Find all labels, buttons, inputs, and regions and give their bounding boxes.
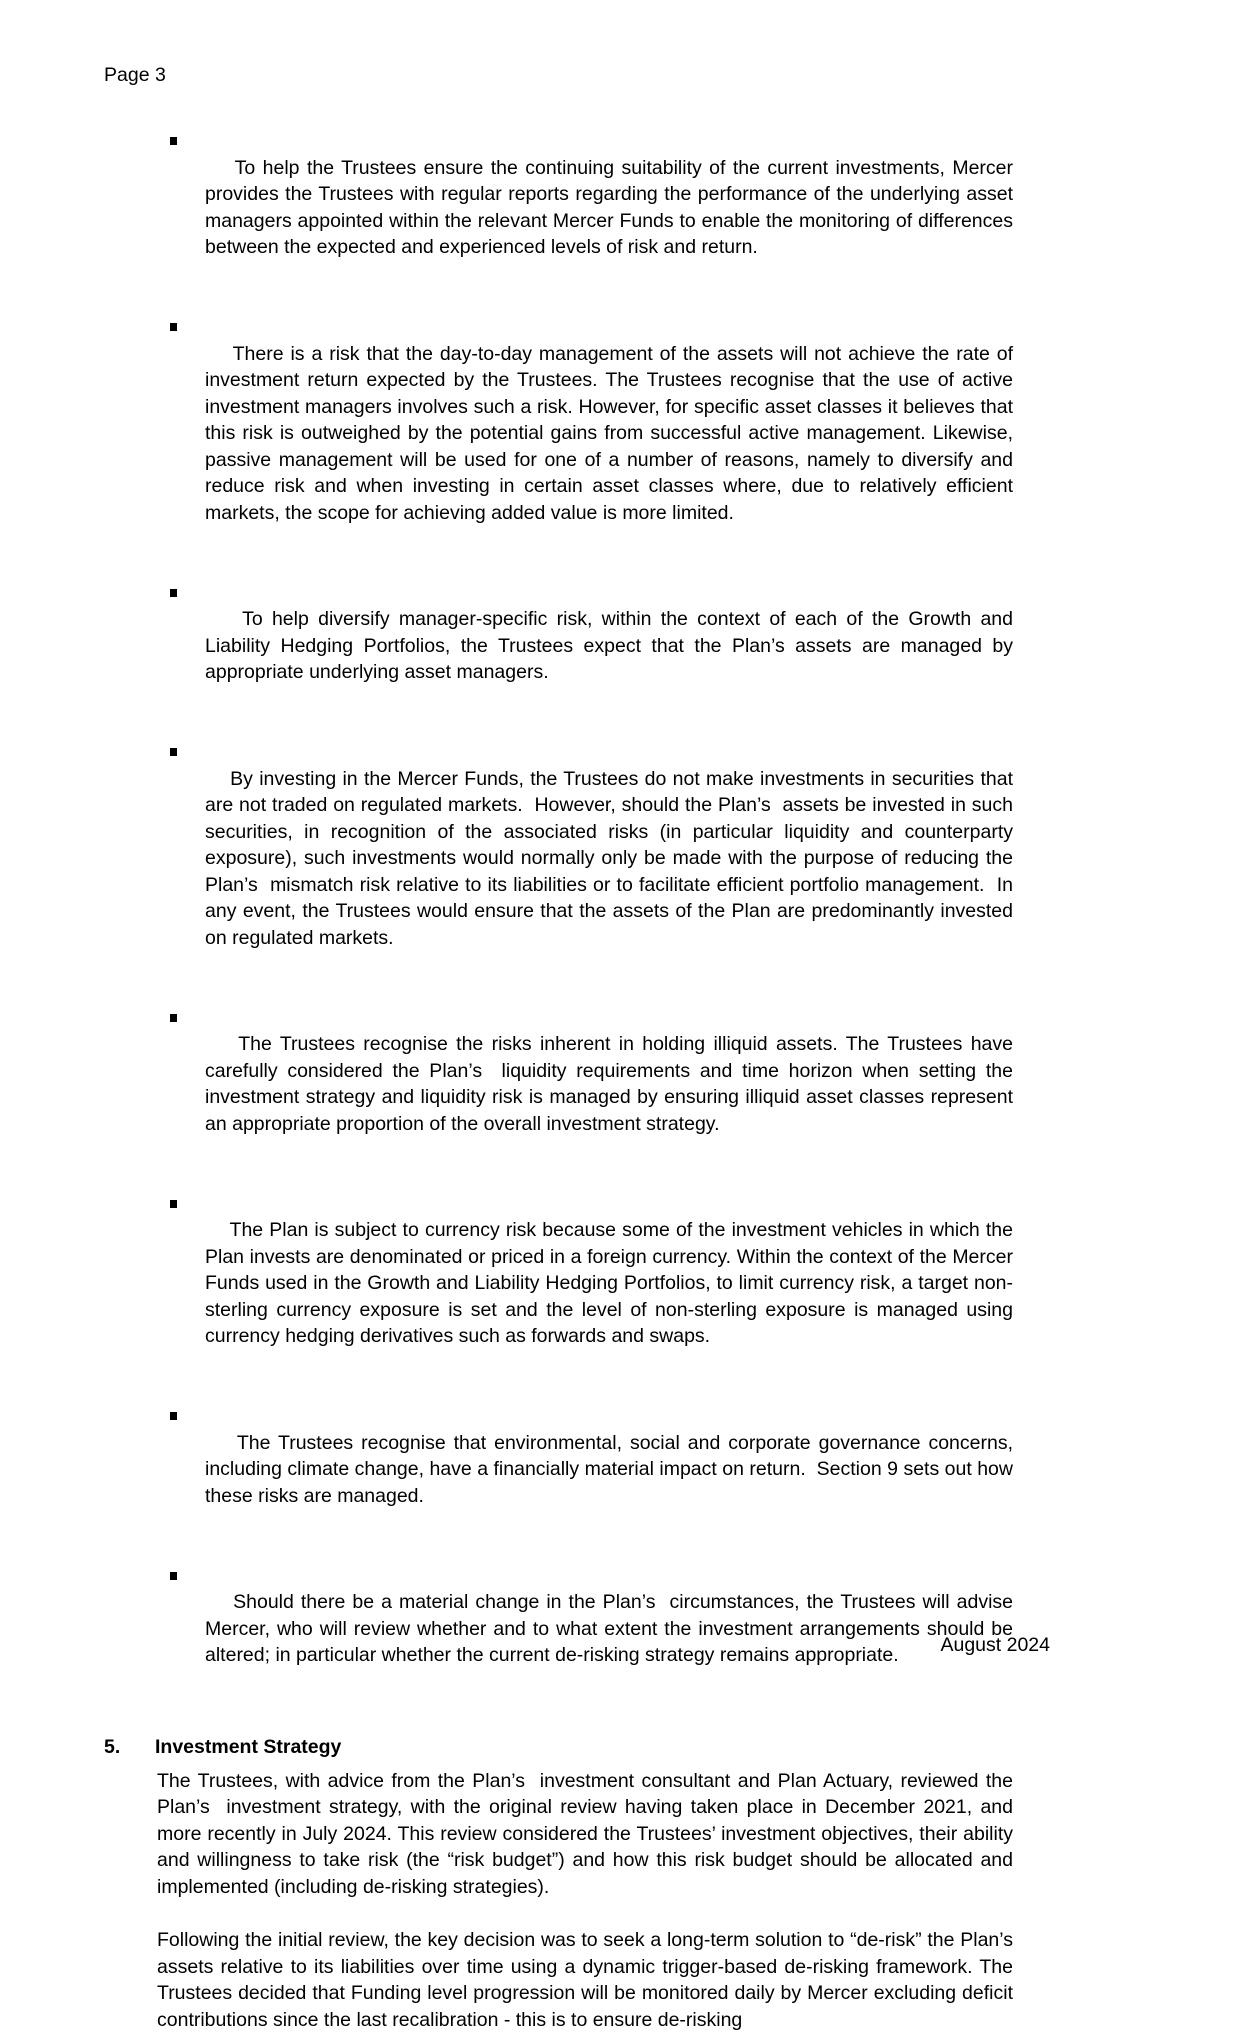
bullet-text: There is a risk that the day-to-day management of the assets will not achieve the rate of investment return expected by the Trustees. The Trustees recognise that the use of active investment managers involves such a risk. However, for specific asset classes it believes that this risk is outweighed by the potential gains from successful active management. Likewise, passive management will be used for one of a number of reasons, namely to diversify and reduce risk and when investing in certain asset classes where, due to relatively efficient markets, the scope for achieving added value is more limited. — [205, 342, 1019, 524]
bullet-item — [104, 128, 1019, 287]
bullet-text: The Plan is subject to currency risk because some of the investment vehicles in which the Plan invests are denominated or priced in a foreign currency. Within the context of the Mercer Funds used in the Growth and Liability Hedging Portfolios, to limit currency risk, a target non-sterling currency exposure is set and the level of non-sterling exposure is managed using currency hedging derivatives such as forwards and swaps. — [205, 1219, 1019, 1347]
bullet-marker-icon — [170, 1200, 177, 1208]
bullet-item — [104, 1403, 1019, 1536]
document-body — [104, 128, 1024, 2033]
bullet-text: To help diversify manager-specific risk, within the context of each of the Growth and Liability Hedging Portfolios, the Trustees expect that the Plan’s assets are managed by appropriate underlying asset managers. — [205, 608, 1019, 683]
bullet-text: By investing in the Mercer Funds, the Trustees do not make investments in securities that are not traded on regulated markets. However, should the Plan’s assets be invested in such securities, in recognition of the associated risks (in particular liquidity and counterparty exposure), such investments would normally only be made with the purpose of reducing the Plan’s mismatch risk relative to its liabilities or to facilitate efficient portfolio management. In any event, the Trustees would ensure that the assets of the Plan are predominantly invested on regulated markets. — [205, 767, 1019, 949]
bullet-item — [104, 314, 1019, 553]
bullet-item — [104, 580, 1019, 713]
bullet-text: The Trustees recognise that environmental, social and corporate governance concerns, including climate change, have a financially material impact on return. Section 9 sets out how these risks are managed. — [205, 1431, 1019, 1507]
bullet-item — [104, 739, 1019, 978]
bullet-marker-icon — [170, 323, 177, 331]
paragraph: Following the initial review, the key decision was to seek a long-term solution to “de-risk” the Plan’s assets relative to its liabilities over time using a dynamic trigger-based de-risking framework. The Trustees decided that Funding level progression will be monitored daily by Mercer excluding deficit contributions since the last recalibration - this is to ensure de-risking — [157, 1929, 1024, 2031]
bullet-item — [104, 1563, 1019, 1696]
section-title: Investment Strategy — [155, 1736, 342, 1758]
bullet-item — [104, 1005, 1019, 1164]
section-heading — [104, 1734, 1013, 1761]
bullet-marker-icon — [170, 1412, 177, 1420]
bullet-text: To help the Trustees ensure the continuing suitability of the current investments, Mercer provides the Trustees with regular reports regarding the performance of the underlying asset managers appointed within the relevant Mercer Funds to enable the monitoring of differences between the expected and experienced levels of risk and return. — [205, 156, 1019, 258]
bullet-marker-icon — [170, 589, 177, 597]
bullet-item — [104, 1191, 1019, 1377]
bullet-marker-icon — [170, 1572, 177, 1580]
footer-date: August 2024 — [940, 1634, 1050, 1656]
paragraph: The Trustees, with advice from the Plan’s investment consultant and Plan Actuary, reviewed the Plan’s investment strategy, with the original review having taken place in December 2021, and more recently in July 2024. This review considered the Trustees’ investment objectives, their ability and willingness to take risk (the “risk budget”) and how this risk budget should be allocated and implemented (including de-risking strategies). — [157, 1769, 1019, 1898]
bullet-marker-icon — [170, 137, 177, 145]
page-number-label: Page 3 — [104, 64, 166, 86]
section-number: 5. — [104, 1736, 121, 1758]
bullet-marker-icon — [170, 748, 177, 756]
bullet-text: The Trustees recognise the risks inherent in holding illiquid assets. The Trustees have carefully considered the Plan’s liquidity requirements and time horizon when setting the investment strategy and liquidity risk is managed by ensuring illiquid asset classes represent an appropriate proportion of the overall investment strategy. — [205, 1033, 1019, 1135]
bullet-marker-icon — [170, 1014, 177, 1022]
bullet-text: Should there be a material change in the Plan’s circumstances, the Trustees will advise Mercer, who will review whether and to what extent the investment arrangements should be altered; in particular whether the current de-risking strategy remains appropriate. — [205, 1591, 1019, 1666]
